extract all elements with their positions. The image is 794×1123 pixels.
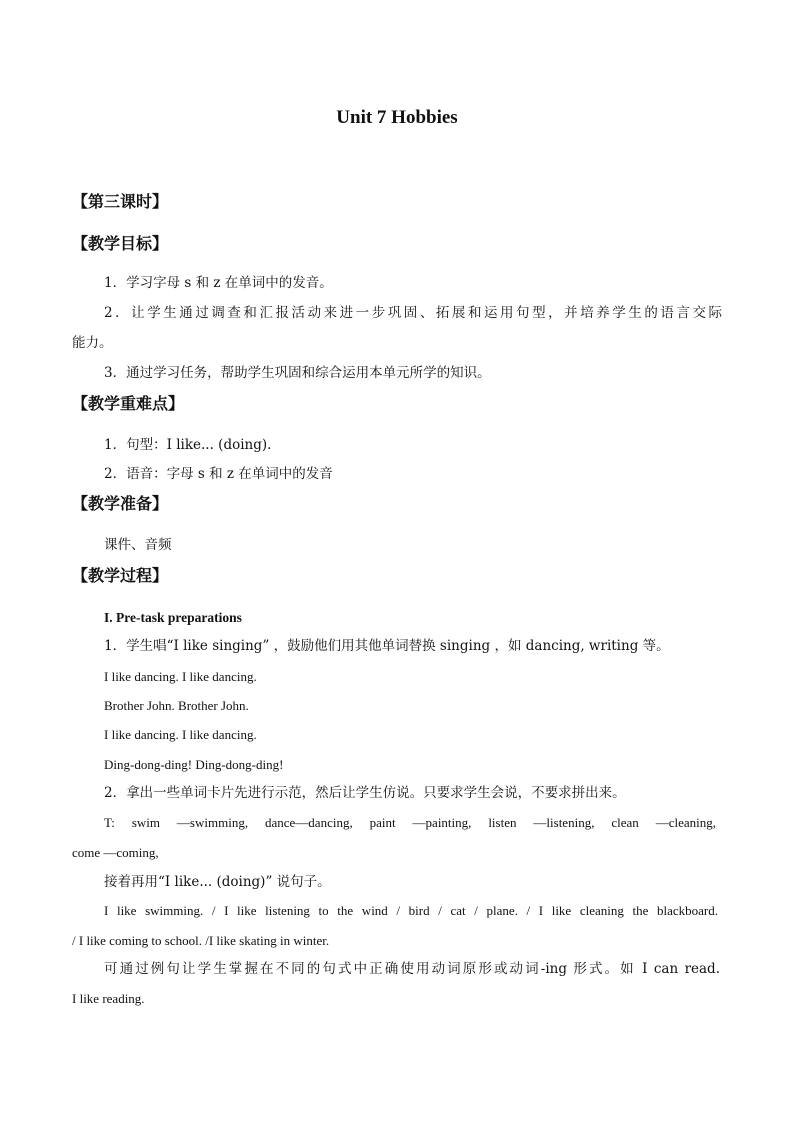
key-point-item-2: 2．语音：字母 s 和 z 在单词中的发音 [104, 466, 333, 482]
step-2: 2．拿出一些单词卡片先进行示范，然后让学生仿说。只要求学生会说，不要求拼出来。 [104, 785, 626, 801]
note-line-2: I like reading. [72, 991, 145, 1006]
song-line-2: Brother John. Brother John. [104, 698, 249, 713]
step-1: 1．学生唱“I like singing” ，鼓励他们用其他单词替换 singing ，如 dancing, writing 等。 [104, 638, 670, 654]
song-line-3: I like dancing. I like dancing. [104, 727, 257, 742]
key-points-heading: 【教学重难点】 [72, 394, 185, 413]
objective-item-2-line-2: 能力。 [72, 335, 113, 351]
objective-item-1: 1．学习字母 s 和 z 在单词中的发音。 [104, 275, 333, 291]
objective-item-2-line-1: 2．让学生通过调查和汇报活动来进一步巩固、拓展和运用句型，并培养学生的语言交际 [104, 305, 722, 321]
objectives-heading: 【教学目标】 [72, 234, 169, 253]
song-line-1: I like dancing. I like dancing. [104, 669, 257, 684]
then-line: 接着再用“I like... (doing)” 说句子。 [104, 874, 331, 890]
example-line-1: I like swimming. / I like listening to the wind / bird / cat / plane. / I like cleaning the blackboard. [104, 903, 718, 918]
objective-item-3: 3．通过学习任务，帮助学生巩固和综合运用本单元所学的知识。 [104, 365, 491, 381]
key-point-item-1: 1．句型：I like... (doing). [104, 437, 272, 453]
example-line-2: / I like coming to school. /I like skating in winter. [72, 933, 330, 948]
teacher-line-1: T: swim —swimming, dance—dancing, paint —painting, listen —listening, clean —cleaning, [104, 815, 716, 830]
lesson-label: 【第三课时】 [72, 192, 169, 211]
process-heading: 【教学过程】 [72, 566, 169, 585]
song-line-4: Ding-dong-ding! Ding-dong-ding! [104, 757, 284, 772]
preparation-text: 课件、音频 [104, 537, 172, 553]
teacher-line-2: come —coming, [72, 845, 159, 860]
note-line-1: 可通过例句让学生掌握在不同的句式中正确使用动词原形或动词-ing 形式。如 I can read. [104, 961, 720, 977]
document-title: Unit 7 Hobbies [336, 107, 458, 128]
section-pre-task: I. Pre-task preparations [104, 610, 242, 625]
preparation-heading: 【教学准备】 [72, 494, 169, 513]
